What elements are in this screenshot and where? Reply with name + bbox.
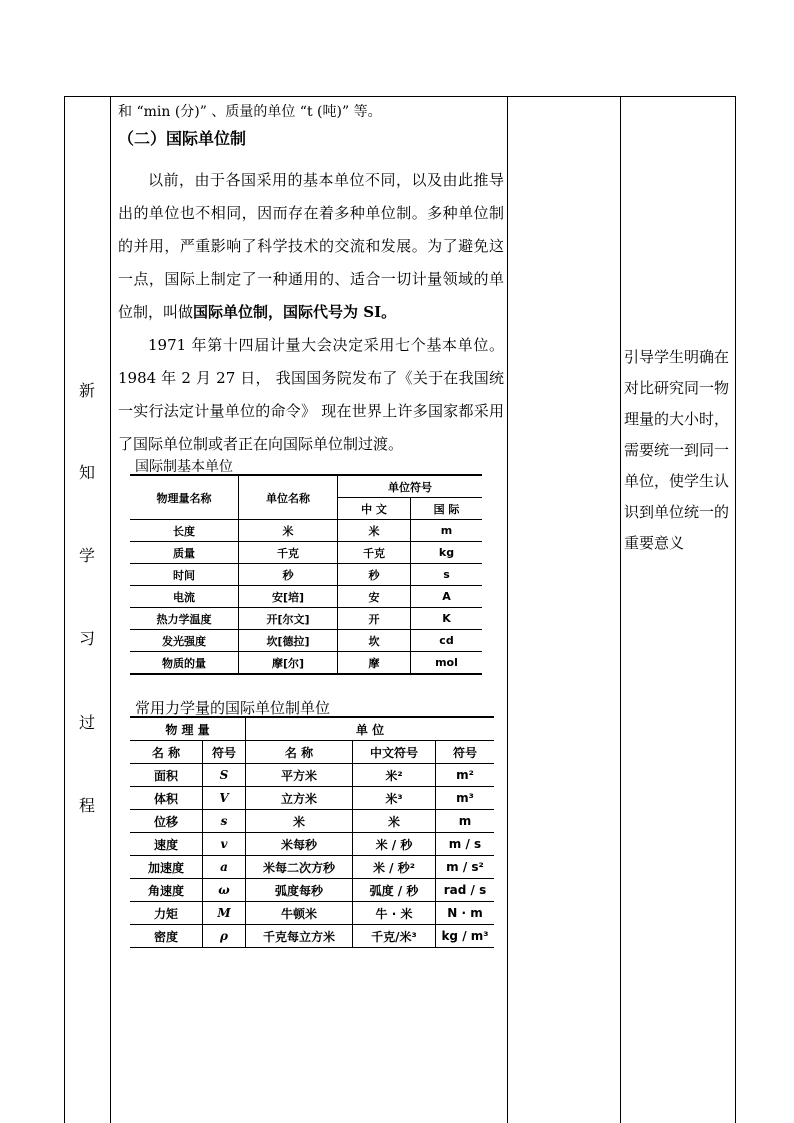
header-chinese: 中 文	[338, 498, 411, 520]
header-physical-quantity: 物 理 量	[130, 717, 246, 741]
header-unit: 单 位	[246, 717, 495, 741]
column-border-3	[620, 96, 621, 1123]
table-cell: m / s	[436, 833, 495, 856]
header-chinese-symbol: 中文符号	[353, 741, 436, 764]
table-cell: 米 / 秒²	[353, 856, 436, 879]
table-cell: 米	[338, 520, 411, 542]
table-cell: N · m	[436, 902, 495, 925]
table-cell: 米	[353, 810, 436, 833]
header-symbol: 符号	[203, 741, 246, 764]
table-cell: 米³	[353, 787, 436, 810]
table-cell: v	[203, 833, 246, 856]
table-cell: m³	[436, 787, 495, 810]
table-cell: kg	[411, 542, 483, 564]
main-content	[118, 100, 504, 461]
table-cell: K	[411, 608, 483, 630]
table-cell: 发光强度	[130, 630, 239, 652]
column-border-1	[110, 96, 111, 1123]
table-cell: cd	[411, 630, 483, 652]
table-row	[130, 856, 494, 879]
table-cell: 加速度	[130, 856, 203, 879]
teaching-note-text: 引导学生明确在对比研究同一物理量的大小时，需要统一到同一单位，使学生认识到单位统一的重要意义	[624, 348, 730, 552]
table-cell: a	[203, 856, 246, 879]
table-cell: 千克每立方米	[246, 925, 353, 948]
mechanics-units-table	[130, 716, 494, 948]
table-cell: 弧度 / 秒	[353, 879, 436, 902]
table-cell: 摩	[338, 652, 411, 675]
table-cell: 千克	[338, 542, 411, 564]
teaching-note	[624, 342, 734, 559]
table-cell: 力矩	[130, 902, 203, 925]
paragraph-si-intro	[118, 164, 504, 329]
table-cell: S	[203, 764, 246, 787]
table-cell: 位移	[130, 810, 203, 833]
table-cell: 电流	[130, 586, 239, 608]
header-int-symbol: 符号	[436, 741, 495, 764]
side-label-char: 习	[78, 629, 95, 648]
table-cell: 坎	[338, 630, 411, 652]
table-cell: m / s²	[436, 856, 495, 879]
table-cell: 速度	[130, 833, 203, 856]
side-label-char: 学	[78, 546, 95, 565]
table-cell: 弧度每秒	[246, 879, 353, 902]
table-row	[130, 902, 494, 925]
table-cell: m	[436, 810, 495, 833]
table-cell: A	[411, 586, 483, 608]
table-cell: 开	[338, 608, 411, 630]
table-row	[130, 520, 482, 542]
table-cell: M	[203, 902, 246, 925]
column-border-right	[735, 96, 736, 1123]
table-row	[130, 764, 494, 787]
table-cell: 质量	[130, 542, 239, 564]
table-cell: ρ	[203, 925, 246, 948]
table-row	[130, 542, 482, 564]
si-definition: 国际单位制，国际代号为 SI。	[193, 303, 397, 321]
table-cell: kg / m³	[436, 925, 495, 948]
side-label-char: 新	[78, 381, 95, 400]
table-cell: 热力学温度	[130, 608, 239, 630]
table-cell: 安	[338, 586, 411, 608]
table-cell: 秒	[239, 564, 338, 586]
table-cell: 坎[德拉]	[239, 630, 338, 652]
paragraph-text: 以前，由于各国采用的基本单位不同，以及由此推导出的单位也不相同，因而存在着多种单位制。多种单位制的并用，严重影响了科学技术的交流和发展。为了避免这一点，国际上制定了一种通用的、适合一切计量领域的单位制，叫做	[118, 171, 504, 321]
table-row	[130, 564, 482, 586]
table-cell: rad / s	[436, 879, 495, 902]
table-cell: 平方米	[246, 764, 353, 787]
section-side-label	[64, 96, 110, 1123]
table-cell: 千克	[239, 542, 338, 564]
header-quantity: 物理量名称	[130, 475, 239, 520]
table-row	[130, 925, 494, 948]
header-international: 国 际	[411, 498, 483, 520]
base-units-table	[130, 474, 482, 675]
table-cell: 面积	[130, 764, 203, 787]
side-label-char: 知	[78, 463, 95, 482]
table-cell: 米²	[353, 764, 436, 787]
table-cell: 立方米	[246, 787, 353, 810]
table-cell: 时间	[130, 564, 239, 586]
table-row	[130, 652, 482, 675]
section-heading: （二）国际单位制	[118, 129, 247, 148]
table-cell: m	[411, 520, 483, 542]
table-cell: 牛 · 米	[353, 902, 436, 925]
table-cell: 物质的量	[130, 652, 239, 675]
header-unit-name: 名 称	[246, 741, 353, 764]
table-cell: 角速度	[130, 879, 203, 902]
table-cell: 米每秒	[246, 833, 353, 856]
table-cell: V	[203, 787, 246, 810]
table-cell: 米	[246, 810, 353, 833]
table-cell: 开[尔文]	[239, 608, 338, 630]
table-cell: 长度	[130, 520, 239, 542]
table-cell: mol	[411, 652, 483, 675]
table-row	[130, 586, 482, 608]
table-cell: 安[培]	[239, 586, 338, 608]
table-cell: 千克/米³	[353, 925, 436, 948]
table-row	[130, 833, 494, 856]
table2-caption: 常用力学量的国际单位制单位	[135, 699, 331, 717]
table-cell: 秒	[338, 564, 411, 586]
table-row	[130, 630, 482, 652]
table1-caption: 国际制基本单位	[135, 459, 233, 475]
table-cell: 米	[239, 520, 338, 542]
header-unit-name: 单位名称	[239, 475, 338, 520]
table-cell: 牛顿米	[246, 902, 353, 925]
table-row	[130, 787, 494, 810]
table-row	[130, 879, 494, 902]
table-cell: 密度	[130, 925, 203, 948]
intro-line: 和 “min (分)” 、质量的单位 “t (吨)” 等。	[118, 104, 382, 120]
header-name: 名 称	[130, 741, 203, 764]
table-row	[130, 810, 494, 833]
column-border-2	[507, 96, 508, 1123]
table-cell: s	[411, 564, 483, 586]
table-cell: ω	[203, 879, 246, 902]
side-label-char: 程	[78, 796, 95, 815]
table-top-border	[64, 96, 735, 97]
paragraph-history: 1971 年第十四届计量大会决定采用七个基本单位。1984 年 2 月 27 日， 我国国务院发布了《关于在我国统一实行法定计量单位的命令》 现在世界上许多国家都采用了国际单位制或者正在向国际单位制过渡。	[118, 336, 504, 453]
table-cell: 摩[尔]	[239, 652, 338, 675]
table-cell: 米 / 秒	[353, 833, 436, 856]
table-cell: 体积	[130, 787, 203, 810]
table-cell: 米每二次方秒	[246, 856, 353, 879]
header-unit-symbol: 单位符号	[338, 475, 483, 498]
side-label-char: 过	[78, 713, 95, 732]
table-cell: s	[203, 810, 246, 833]
table-row	[130, 608, 482, 630]
table-cell: m²	[436, 764, 495, 787]
